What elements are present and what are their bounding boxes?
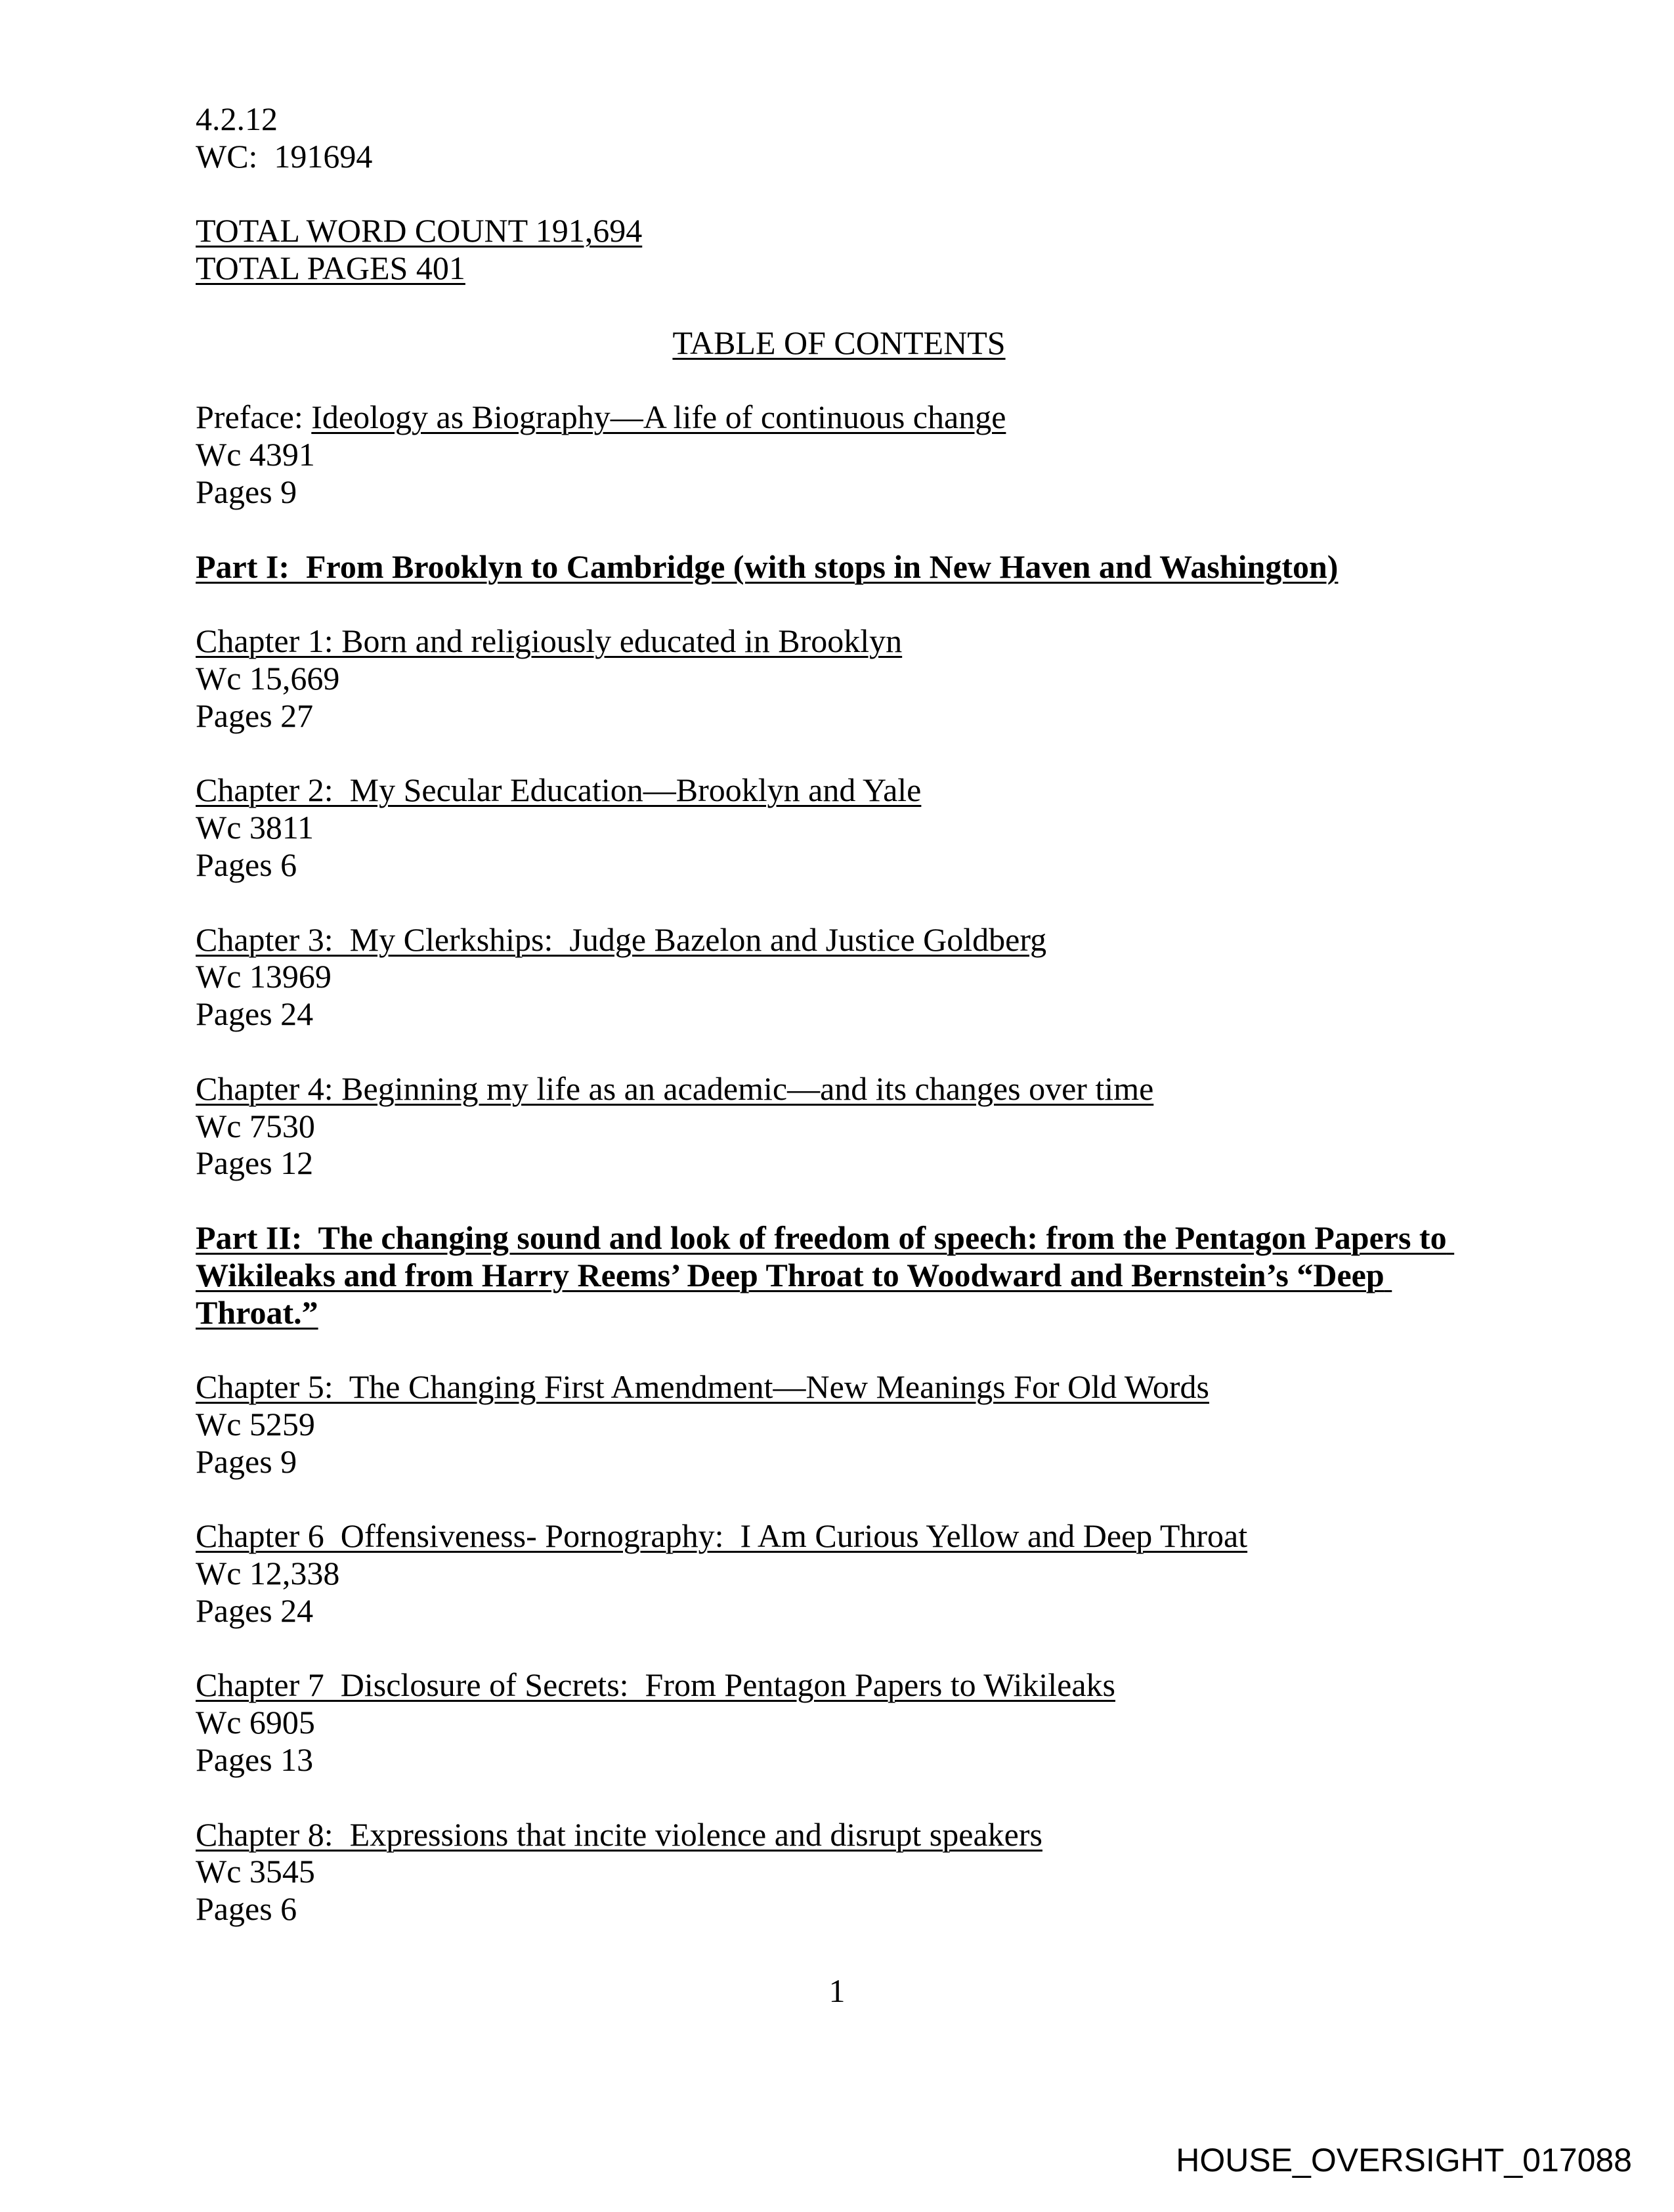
chapter-pages: Pages 27 xyxy=(196,697,314,734)
part-heading: Part II: The changing sound and look of freedom of speech: from the Pentagon Papers to Wikileaks and from Harry Reems’ Deep Throat to Woodward and Bernstein’s “Deep Throat.” xyxy=(196,1219,1455,1331)
chapter-wc: Wc 13969 xyxy=(196,958,332,995)
document-body xyxy=(196,100,1482,1928)
chapter-wc: Wc 12,338 xyxy=(196,1555,340,1592)
chapter-pages: Pages 6 xyxy=(196,846,297,883)
chapter-title: Chapter 5: The Changing First Amendment—New Meanings For Old Words xyxy=(196,1368,1209,1406)
date: 4.2.12 xyxy=(196,100,278,137)
total-pages: TOTAL PAGES 401 xyxy=(196,249,465,287)
part-heading: Part I: From Brooklyn to Cambridge (with stops in New Haven and Washington) xyxy=(196,548,1339,585)
bates-stamp: HOUSE_OVERSIGHT_017088 xyxy=(1176,2142,1632,2179)
page-number: 1 xyxy=(828,1972,846,2009)
chapter-title: Chapter 2: My Secular Education—Brooklyn and Yale xyxy=(196,771,922,809)
preface-prefix: Preface: xyxy=(196,399,312,436)
preface-entry xyxy=(196,399,1482,436)
toc-title: TABLE OF CONTENTS xyxy=(672,324,1006,361)
chapter-pages: Pages 13 xyxy=(196,1741,314,1779)
chapter-title: Chapter 8: Expressions that incite violence and disrupt speakers xyxy=(196,1815,1042,1853)
chapter-wc: Wc 3545 xyxy=(196,1853,315,1890)
chapter-wc: Wc 5259 xyxy=(196,1405,315,1442)
preface-pages: Pages 9 xyxy=(196,473,297,510)
total-word-count: TOTAL WORD COUNT 191,694 xyxy=(196,212,643,249)
chapter-pages: Pages 6 xyxy=(196,1890,297,1928)
chapter-title: Chapter 4: Beginning my life as an academic—and its changes over time xyxy=(196,1070,1154,1107)
chapter-title: Chapter 1: Born and religiously educated in Brooklyn xyxy=(196,622,903,660)
preface-title: Ideology as Biography—A life of continuous change xyxy=(311,399,1006,436)
chapter-title: Chapter 7 Disclosure of Secrets: From Pentagon Papers to Wikileaks xyxy=(196,1666,1115,1704)
preface-wc: Wc 4391 xyxy=(196,436,315,473)
chapter-wc: Wc 6905 xyxy=(196,1704,315,1741)
chapter-pages: Pages 24 xyxy=(196,1592,314,1629)
chapter-wc: Wc 3811 xyxy=(196,809,314,846)
word-count-short: WC: 191694 xyxy=(196,137,373,175)
chapter-wc: Wc 15,669 xyxy=(196,659,340,697)
chapter-wc: Wc 7530 xyxy=(196,1107,315,1144)
chapter-pages: Pages 12 xyxy=(196,1144,314,1182)
chapter-pages: Pages 24 xyxy=(196,995,314,1033)
chapter-pages: Pages 9 xyxy=(196,1442,297,1480)
chapter-title: Chapter 6 Offensiveness- Pornography: I Am Curious Yellow and Deep Throat xyxy=(196,1517,1248,1555)
chapter-title: Chapter 3: My Clerkships: Judge Bazelon and Justice Goldberg xyxy=(196,921,1047,958)
